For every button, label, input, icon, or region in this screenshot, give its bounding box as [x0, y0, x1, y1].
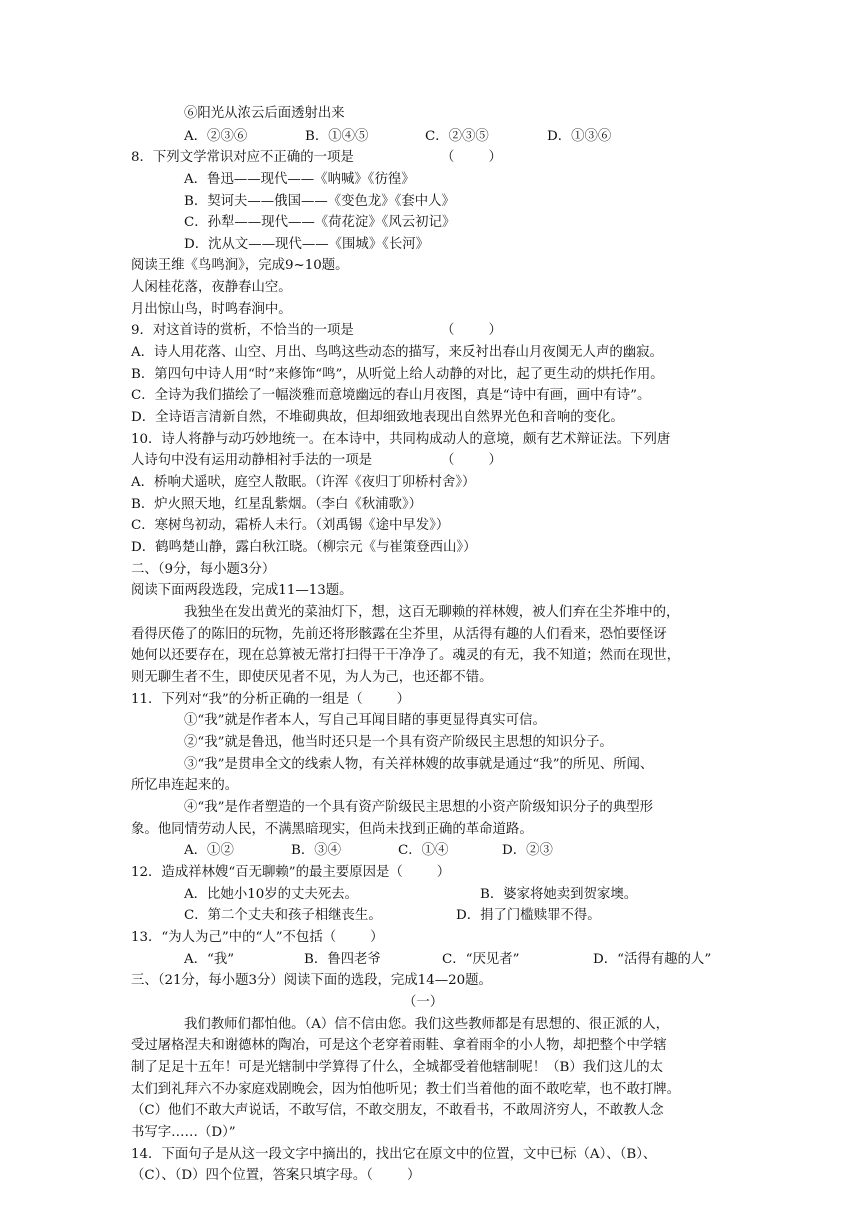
q10-stem-line-2: 人诗句中没有运用动静相衬手法的一项是: [131, 453, 373, 468]
q7-item-6: ⑥阳光从浓云后面透射出来: [184, 106, 345, 121]
q9-stem: 9．对这首诗的赏析，不恰当的一项是: [131, 323, 354, 338]
q14-stem-line-2: （C）、（D）四个位置，答案只填字母。（ ）: [131, 1168, 421, 1183]
q9-option-b: B．第四句中诗人用“时”来修饰“鸣”，从听觉上给人动静的对比，起了更生动的烘托作用。: [131, 367, 664, 382]
q8-answer-paren: （ ）: [441, 150, 502, 165]
q12-option-b: B．婆家将她卖到贺家墺。: [480, 887, 638, 902]
section-3-passage-line: 我们教师们都怕他。（A）信不信由您。我们这些教师都是有思想的、很正派的人，: [184, 1017, 670, 1032]
q11-item: ③“我”是贯串全文的线索人物，有关祥林嫂的故事就是通过“我”的所见、所闻、: [184, 757, 654, 772]
q11-item: 象。他同情劳动人民，不满黑暗现实，但尚未找到正确的革命道路。: [131, 822, 533, 837]
section-3-passage-line: 制了足足十五年！可是光辖制中学算得了什么，全城都受着他辖制呢！（B）我们这儿的太: [131, 1060, 664, 1075]
section-2-heading: 二、（9分，每小题3分）: [131, 562, 276, 577]
q11-item: ④“我”是作者塑造的一个具有资产阶级民主思想的小资产阶级知识分子的典型形: [184, 800, 653, 815]
q8-option-d: D．沈从文——现代——《围城》《长河》: [184, 237, 430, 252]
section-3-passage-line: （C）他们不敢大声说话，不敢写信，不敢交朋友，不敢看书，不敢周济穷人，不敢教人念: [131, 1103, 664, 1118]
q11-item: ①“我”就是作者本人，写自己耳闻目睹的事更显得真实可信。: [184, 713, 546, 728]
q14-stem-line-1: 14．下面句子是从这一段文字中摘出的，找出它在原文中的位置，文中已标（A）、（B）、: [131, 1147, 657, 1162]
poem-intro: 阅读王维《鸟鸣涧》，完成9~10题。: [131, 258, 349, 273]
section-2-passage-line: 我独坐在发出黄光的菜油灯下，想，这百无聊赖的祥林嫂，被人们弃在尘芥堆中的，: [184, 605, 680, 620]
q10-stem-line-1: 10．诗人将静与动巧妙地统一。在本诗中，共同构成动人的意境，颇有艺术辩证法。下列唐: [131, 432, 671, 447]
q13-option-a: A．“我”: [184, 952, 235, 967]
section-2-passage-line: 则无聊生者不生，即使厌见者不见，为人为己，也还都不错。: [131, 670, 493, 685]
q8-option-c: C．孙犁——现代——《荷花淀》《风云初记》: [184, 215, 456, 230]
section-3-subheading: （一）: [403, 995, 444, 1010]
q10-option-d: D．鹤鸣楚山静，露白秋江晓。（柳宗元《与崔策登西山》）: [131, 540, 477, 555]
q13-option-b: B．鲁四老爷: [304, 952, 381, 967]
q8-option-b: B．契诃夫——俄国——《变色龙》《套中人》: [184, 194, 455, 209]
q9-answer-paren: （ ）: [441, 323, 502, 338]
q12-option-a: A．比她小10岁的丈夫死去。: [184, 887, 359, 902]
section-2-passage-line: 她何以还要存在，现在总算被无常打扫得干干净净了。魂灵的有无，我不知道；然而在现世，: [131, 648, 681, 663]
section-3-passage-line: 太们到礼拜六不办家庭戏剧晚会，因为怕他听见；教士们当着他的面不敢吃荤，也不敢打牌。: [131, 1082, 681, 1097]
q7-option-a: A．②③⑥: [184, 129, 248, 144]
q12-option-d: D．捐了门槛赎罪不得。: [456, 908, 601, 923]
q11-option-d: D．②③: [502, 843, 553, 858]
q12-option-c: C．第二个丈夫和孩子相继丧生。: [184, 908, 382, 923]
q11-option-b: B．③④: [291, 843, 342, 858]
q7-option-d: D．①③⑥: [547, 129, 612, 144]
section-2-passage-line: 看得厌倦了的陈旧的玩物，先前还将形骸露在尘芥里，从活得有趣的人们看来，恐怕要怪讶: [131, 627, 667, 642]
q12-stem: 12．造成祥林嫂“百无聊赖”的最主要原因是（ ）: [131, 865, 451, 880]
q10-option-a: A．桥响犬遥吠，庭空人散眠。（许浑《夜归丁卯桥村舍》）: [131, 475, 476, 490]
q9-option-d: D．全诗语言清新自然，不堆砌典故，但却细致地表现出自然界光色和音响的变化。: [131, 410, 624, 425]
q10-option-c: C．寒树鸟初动，霜桥人未行。（刘禹锡《途中早发》）: [131, 518, 450, 533]
q10-answer-paren: （ ）: [441, 453, 502, 468]
q11-option-c: C．①④: [398, 843, 449, 858]
q11-option-a: A．①②: [184, 843, 234, 858]
q13-stem: 13．“为人为己”中的“人”不包括（ ）: [131, 930, 384, 945]
section-3-heading: 三、（21分，每小题3分）阅读下面的选段，完成14—20题。: [131, 973, 492, 988]
q7-option-c: C．②③⑤: [425, 129, 489, 144]
q13-option-d: D．“活得有趣的人”: [593, 952, 712, 967]
q10-option-b: B．炉火照天地，红星乱紫烟。（李白《秋浦歌》）: [131, 497, 423, 512]
section-2-intro: 阅读下面两段选段，完成11—13题。: [131, 583, 353, 598]
q9-option-c: C．全诗为我们描绘了一幅淡雅而意境幽远的春山月夜图，真是“诗中有画，画中有诗”。: [131, 388, 651, 403]
q8-stem: 8．下列文学常识对应不正确的一项是: [131, 150, 354, 165]
q9-option-a: A．诗人用花落、山空、月出、鸟鸣这些动态的描写，来反衬出春山月夜阒无人声的幽寂。: [131, 345, 663, 360]
section-3-passage-line: 受过屠格涅夫和谢德林的陶冶，可是这个老穿着雨鞋、拿着雨伞的小人物，却把整个中学辖: [131, 1038, 667, 1053]
q7-option-b: B．①④⑤: [305, 129, 369, 144]
q11-item: 所忆串连起来的。: [131, 778, 239, 793]
q11-item: ②“我”就是鲁迅，他当时还只是一个具有资产阶级民主思想的知识分子。: [184, 735, 613, 750]
q8-option-a: A．鲁迅——现代——《呐喊》《彷徨》: [184, 172, 415, 187]
q11-stem: 11．下列对“我”的分析正确的一组是（ ）: [131, 692, 411, 707]
section-3-passage-line: 书写字……（D）”: [131, 1125, 236, 1140]
poem-line-2: 月出惊山鸟，时鸣春涧中。: [131, 302, 292, 317]
poem-line-1: 人闲桂花落，夜静春山空。: [131, 280, 292, 295]
q13-option-c: C．“厌见者”: [442, 952, 520, 967]
